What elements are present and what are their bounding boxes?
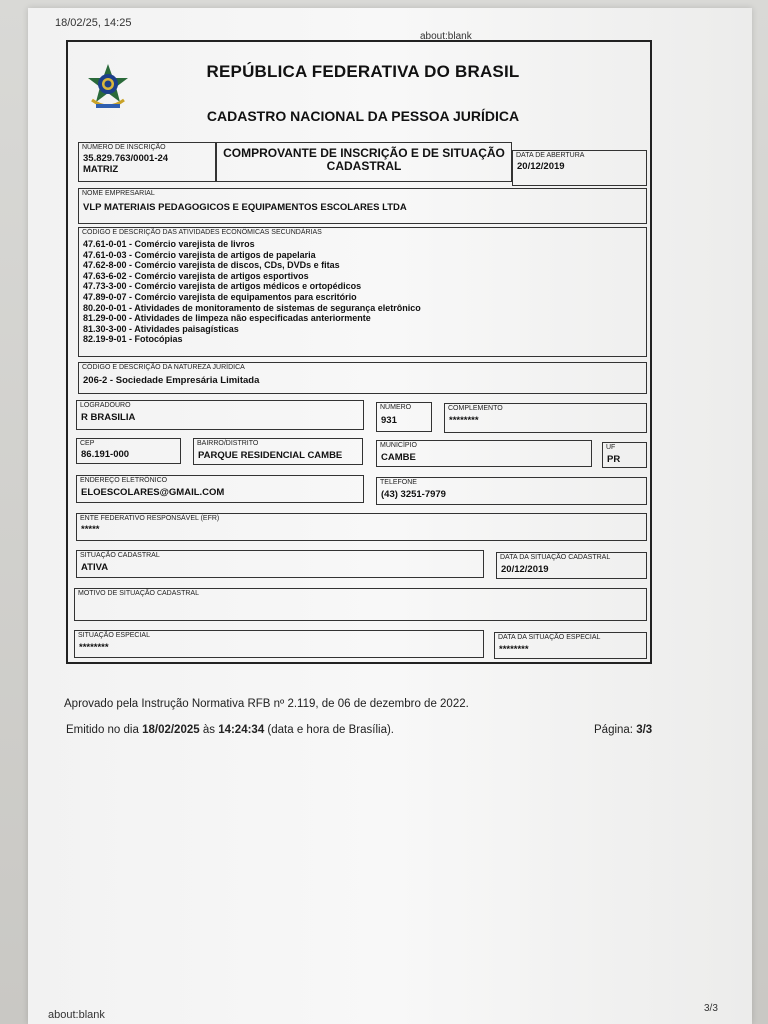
cep-label: CEP: [80, 440, 95, 447]
natureza-juridica-field: [78, 362, 647, 394]
numero-field: [376, 402, 432, 432]
atividade-item: 47.61-0-01 - Comércio varejista de livros: [83, 239, 255, 249]
atividade-item: 47.73-3-00 - Comércio varejista de artigos médicos e ortopédicos: [83, 281, 362, 292]
efr-label: ENTE FEDERATIVO RESPONSÁVEL (EFR): [80, 515, 220, 522]
emitido-date: 18/02/2025: [142, 724, 200, 736]
emitido-suffix: (data e hora de Brasília).: [264, 724, 394, 736]
atividade-item: 80.20-0-01 - Atividades de monitoramento de sistemas de segurança eletrônico: [83, 302, 421, 313]
email-label: ENDEREÇO ELETRÔNICO: [80, 477, 168, 484]
situacao-cadastral-field: [76, 550, 484, 578]
emitido-time: 14:24:34: [218, 724, 265, 736]
data-situacao-cadastral-value: 20/12/2019: [501, 564, 549, 575]
uf-value: PR: [607, 454, 621, 465]
natureza-juridica-label: CÓDIGO E DESCRIÇÃO DA NATUREZA JURÍDICA: [82, 364, 245, 371]
telefone-value: (43) 3251-7979: [381, 489, 446, 500]
logradouro-field: [76, 400, 364, 430]
abertura-value: 20/12/2019: [517, 161, 565, 172]
atividade-item: 47.63-6-02 - Comércio varejista de artigos esportivos: [83, 270, 309, 281]
email-field: [76, 475, 364, 503]
complemento-label: COMPLEMENTO: [448, 405, 503, 412]
atividade-item: 47.61-0-03 - Comércio varejista de artigos de papelaria: [83, 249, 316, 260]
motivo-situacao-label: MOTIVO DE SITUAÇÃO CADASTRAL: [78, 590, 199, 597]
brazil-coat-of-arms-icon: [86, 62, 130, 112]
data-situacao-cadastral-field: [496, 552, 647, 579]
cep-value: 86.191-000: [81, 449, 130, 460]
inscricao-label: NÚMERO DE INSCRIÇÃO: [82, 144, 166, 151]
bairro-field: [193, 438, 363, 465]
natureza-juridica-value: 206-2 - Sociedade Empresária Limitada: [83, 375, 260, 386]
efr-field: [76, 513, 647, 541]
nome-empresarial-label: NOME EMPRESARIAL: [82, 190, 155, 197]
atividades-label: CÓDIGO E DESCRIÇÃO DAS ATIVIDADES ECONÔMICAS SECUNDÁRIAS: [82, 229, 322, 236]
inscricao-type: MATRIZ: [83, 164, 119, 175]
page-title: REPÚBLICA FEDERATIVA DO BRASIL: [206, 62, 520, 81]
atividade-item: 81.29-0-00 - Atividades de limpeza não especificadas anteriormente: [83, 313, 371, 324]
pagina-note: [594, 724, 652, 736]
comprovante-title-line2: CADASTRAL: [326, 159, 402, 173]
uf-label: UF: [606, 444, 616, 451]
atividade-item: 47.89-0-07 - Comércio varejista de equipamentos para escritório: [83, 291, 357, 302]
motivo-situacao-field: [74, 588, 647, 621]
numero-label: NÚMERO: [380, 404, 412, 411]
bairro-label: BAIRRO/DISTRITO: [197, 440, 259, 447]
municipio-field: [376, 440, 592, 467]
situacao-especial-value: ********: [79, 642, 109, 653]
municipio-label: MUNICÍPIO: [380, 442, 417, 449]
inscricao-number: 35.829.763/0001-24: [83, 153, 169, 164]
uf-field: [602, 442, 647, 468]
data-situacao-especial-field: [494, 632, 647, 659]
atividades-list: [83, 239, 421, 345]
page-subtitle: CADASTRO NACIONAL DA PESSOA JURÍDICA: [206, 108, 520, 124]
pagina-label: Página:: [594, 724, 637, 736]
data-situacao-cadastral-label: DATA DA SITUAÇÃO CADASTRAL: [500, 554, 611, 561]
situacao-cadastral-value: ATIVA: [81, 562, 109, 573]
atividades-secundarias-field: [78, 227, 647, 357]
data-situacao-especial-label: DATA DA SITUAÇÃO ESPECIAL: [498, 634, 601, 641]
efr-value: *****: [81, 524, 100, 535]
complemento-value: ********: [449, 415, 479, 426]
situacao-especial-label: SITUAÇÃO ESPECIAL: [78, 632, 150, 639]
situacao-especial-field: [74, 630, 484, 658]
telefone-label: TELEFONE: [380, 479, 417, 486]
municipio-value: CAMBE: [381, 452, 416, 463]
emitido-mid: às: [199, 724, 219, 736]
abertura-field: [512, 150, 647, 186]
comprovante-title-line1: COMPROVANTE DE INSCRIÇÃO E DE SITUAÇÃO: [223, 146, 505, 160]
cep-field: [76, 438, 181, 464]
logradouro-value: R BRASILIA: [81, 412, 136, 423]
emitido-note: [66, 724, 394, 736]
atividade-item: 81.30-3-00 - Atividades paisagísticas: [83, 323, 239, 334]
complemento-field: [444, 403, 647, 433]
logradouro-label: LOGRADOURO: [80, 402, 131, 409]
nome-empresarial-value: VLP MATERIAIS PEDAGOGICOS E EQUIPAMENTOS ESCOLARES LTDA: [83, 202, 407, 213]
email-value: ELOESCOLARES@GMAIL.COM: [81, 487, 225, 498]
atividade-item: 82.19-9-01 - Fotocópias: [83, 334, 183, 345]
nome-empresarial-field: [78, 188, 647, 224]
situacao-cadastral-label: SITUAÇÃO CADASTRAL: [80, 552, 160, 559]
print-datetime: 18/02/25, 14:25: [55, 17, 132, 29]
atividade-item: 47.62-8-00 - Comércio varejista de discos, CDs, DVDs e fitas: [83, 260, 340, 271]
print-url-footer: about:blank: [48, 1009, 105, 1021]
aprovado-note: Aprovado pela Instrução Normativa RFB nº 2.119, de 06 de dezembro de 2022.: [64, 698, 469, 710]
numero-value: 931: [381, 415, 397, 426]
print-page-counter: 3/3: [704, 1003, 718, 1014]
data-situacao-especial-value: ********: [499, 644, 529, 655]
abertura-label: DATA DE ABERTURA: [516, 152, 585, 159]
pagina-value: 3/3: [636, 724, 653, 736]
inscricao-field: [78, 142, 216, 182]
comprovante-field: [216, 142, 512, 182]
bairro-value: PARQUE RESIDENCIAL CAMBE: [198, 450, 343, 461]
telefone-field: [376, 477, 647, 505]
print-url-header: about:blank: [420, 31, 472, 42]
emitido-prefix: Emitido no dia: [66, 724, 143, 736]
